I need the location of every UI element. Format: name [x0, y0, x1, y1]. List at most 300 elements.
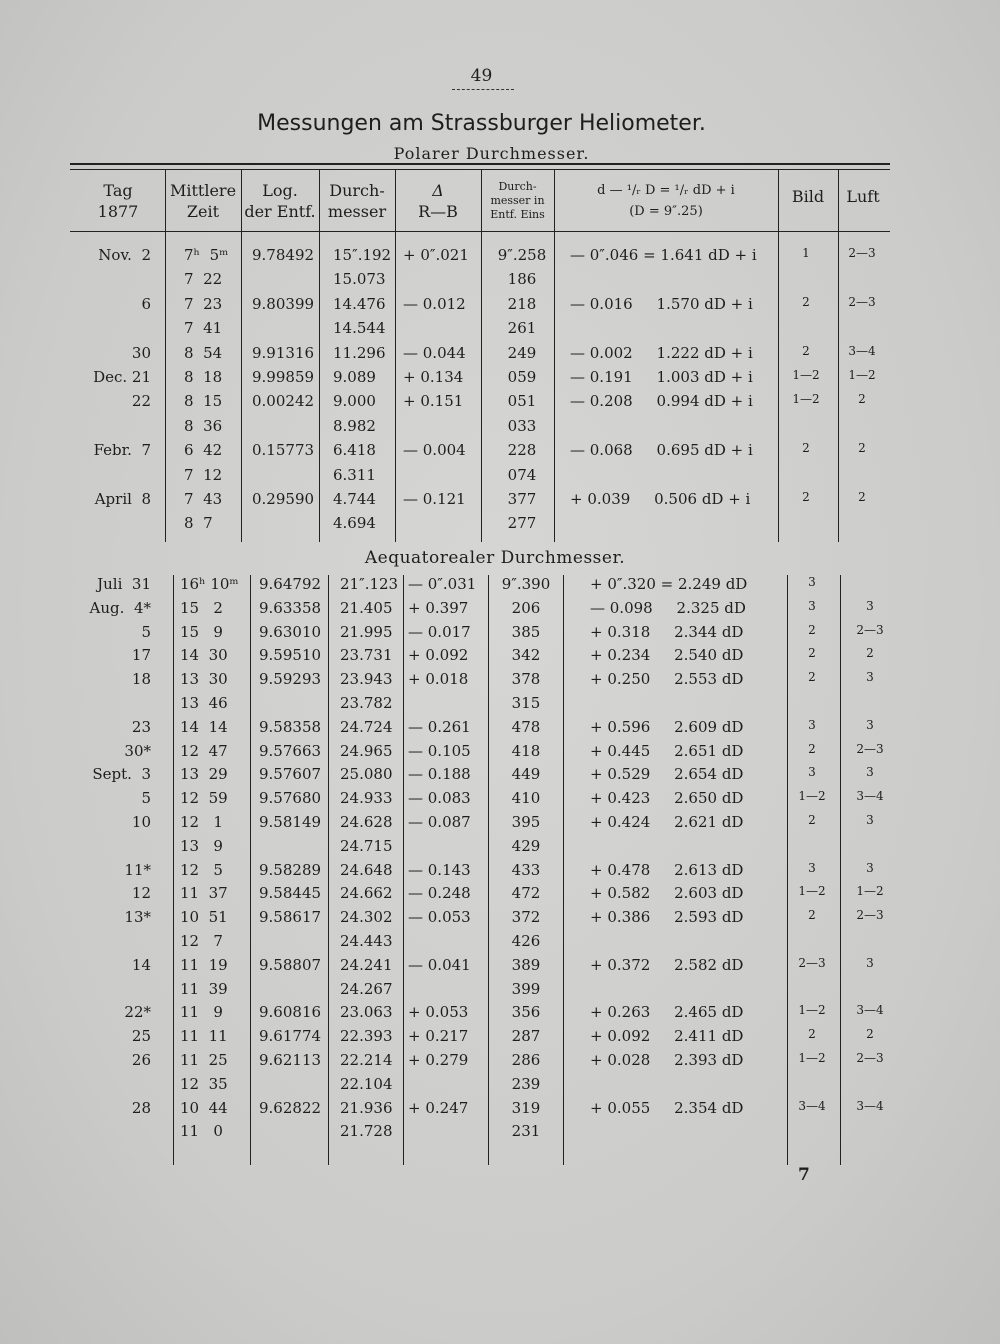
table-row	[0, 789, 1000, 813]
cell-luft: 2	[858, 490, 866, 504]
cell-durch: 24.965	[340, 741, 393, 760]
cell-formula: — 0.208 0.994 dD + i	[570, 392, 753, 411]
cell-durch: 4.694	[333, 514, 376, 533]
cell-formula: — 0.098 2.325 dD	[590, 598, 746, 617]
cell-durch: 21.936	[340, 1098, 393, 1117]
table-row	[0, 1122, 1000, 1146]
cell-entf: 429	[511, 836, 541, 855]
cell-tag: 22	[131, 392, 151, 411]
header-r-minus-b: Δ R—B	[418, 181, 458, 221]
header-tag: Tag 1877	[97, 181, 139, 221]
cell-tag: 30*	[124, 741, 151, 760]
cell-zeit: 13 9	[180, 836, 223, 855]
cell-luft: 1—2	[856, 884, 884, 899]
cell-durch: 22.393	[340, 1027, 393, 1046]
cell-luft: 2—3	[856, 908, 884, 923]
cell-zeit: 12 1	[180, 813, 223, 831]
cell-rb: — 0.012	[403, 294, 466, 313]
header-log: Log. der Entf.	[244, 181, 316, 221]
cell-bild: 3	[808, 575, 816, 589]
table-row	[0, 1027, 1000, 1051]
cell-zeit: 7 22	[184, 270, 223, 289]
cell-entf: 218	[507, 294, 537, 313]
cell-zeit: 12 7	[180, 932, 223, 950]
cell-formula: + 0.582 2.603 dD	[590, 884, 744, 903]
cell-zeit: 14 14	[180, 717, 228, 736]
cell-zeit: 8 18	[184, 368, 223, 386]
table-row	[0, 765, 1000, 789]
cell-luft: 3—4	[856, 789, 884, 804]
table-row	[0, 623, 1000, 647]
cell-zeit: 8 36	[184, 416, 223, 435]
cell-tag: Dec. 21	[93, 368, 151, 386]
cell-entf: 399	[511, 979, 541, 998]
cell-rb: — 0.143	[408, 860, 471, 879]
cell-rb: — 0.261	[408, 717, 471, 736]
cell-formula: + 0.423 2.650 dD	[590, 789, 744, 808]
cell-zeit: 15 2	[180, 598, 223, 617]
cell-tag: 28	[131, 1098, 151, 1117]
cell-bild: 2	[808, 1027, 816, 1042]
cell-log: 9.63358	[259, 598, 322, 617]
cell-rb: — 0.017	[408, 622, 471, 641]
cell-entf: 033	[507, 416, 537, 435]
cell-bild: 2	[808, 741, 816, 756]
cell-luft: 2	[858, 441, 866, 456]
table-row	[0, 344, 1000, 368]
cell-bild: 2	[808, 622, 816, 637]
cell-entf: 249	[507, 343, 537, 362]
cell-formula: + 0.092 2.411 dD	[590, 1027, 744, 1046]
cell-log: 9.58149	[259, 813, 322, 831]
cell-luft: 3—4	[856, 1003, 884, 1018]
signature-mark: 7	[798, 1165, 810, 1185]
cell-durch: 24.933	[340, 789, 393, 808]
cell-durch: 21″.123	[340, 575, 399, 593]
table-row	[0, 295, 1000, 319]
cell-log: 9.58445	[259, 884, 322, 903]
cell-rb: — 0.083	[408, 789, 471, 808]
page-number-underline	[452, 89, 514, 90]
cell-entf: 286	[511, 1051, 541, 1069]
cell-durch: 23.731	[340, 646, 393, 665]
cell-entf: 261	[507, 319, 537, 338]
cell-entf: 277	[507, 514, 537, 533]
cell-log: 9.58289	[259, 860, 322, 879]
cell-bild: 1—2	[798, 1003, 826, 1018]
cell-tag: 14	[131, 955, 151, 974]
cell-rb: + 0.247	[408, 1098, 469, 1117]
table-row	[0, 319, 1000, 343]
cell-tag: 30	[131, 343, 151, 362]
cell-log: 9.59510	[259, 646, 322, 665]
cell-durch: 4.744	[333, 490, 376, 508]
cell-bild: 3	[808, 598, 816, 613]
cell-luft: 2—3	[856, 741, 884, 756]
cell-entf: 377	[507, 490, 537, 508]
cell-durch: 9.000	[333, 392, 376, 411]
cell-durch: 21.405	[340, 598, 393, 617]
cell-entf: 239	[511, 1074, 541, 1093]
table-header-rule	[70, 231, 890, 232]
cell-luft: 2—3	[848, 246, 876, 260]
cell-luft: 2—3	[856, 1051, 884, 1065]
cell-entf: 228	[507, 441, 537, 460]
cell-durch: 24.302	[340, 908, 393, 927]
cell-luft: 3	[866, 598, 874, 613]
table-row	[0, 441, 1000, 465]
cell-entf: 287	[511, 1027, 541, 1046]
cell-rb: + 0″.021	[403, 246, 469, 264]
cell-entf: 378	[511, 670, 541, 689]
table-row	[0, 861, 1000, 885]
cell-log: 9.59293	[259, 670, 322, 689]
cell-durch: 25.080	[340, 765, 393, 784]
cell-formula: + 0.234 2.540 dD	[590, 646, 744, 665]
cell-bild: 3—4	[798, 1098, 826, 1113]
cell-durch: 8.982	[333, 416, 376, 435]
cell-bild: 2	[808, 813, 816, 827]
cell-entf: 385	[511, 622, 541, 641]
table-row	[0, 718, 1000, 742]
cell-log: 9.58807	[259, 955, 322, 974]
cell-bild: 3	[808, 717, 816, 732]
cell-zeit: 13 46	[180, 694, 228, 712]
cell-durch: 23.782	[340, 694, 393, 712]
cell-durch: 24.724	[340, 717, 393, 736]
cell-tag: Sept. 3	[92, 765, 151, 784]
cell-luft: 2	[866, 646, 874, 661]
cell-rb: + 0.134	[403, 368, 464, 386]
cell-durch: 14.476	[333, 294, 386, 313]
cell-entf: 426	[511, 932, 541, 950]
table-row	[0, 417, 1000, 441]
cell-tag: 22*	[124, 1003, 151, 1022]
cell-formula: + 0.424 2.621 dD	[590, 813, 744, 831]
cell-log: 9.78492	[252, 246, 315, 264]
cell-rb: — 0.041	[408, 955, 471, 974]
table-row	[0, 908, 1000, 932]
cell-durch: 9.089	[333, 368, 376, 386]
cell-formula: + 0.372 2.582 dD	[590, 955, 744, 974]
cell-tag: 12	[131, 884, 151, 903]
cell-luft: 3	[866, 860, 874, 875]
cell-zeit: 10 51	[180, 908, 228, 927]
cell-durch: 24.662	[340, 884, 393, 903]
cell-formula: + 0.529 2.654 dD	[590, 765, 744, 784]
cell-zeit: 15 9	[180, 622, 223, 641]
cell-zeit: 11 9	[180, 1003, 223, 1022]
cell-tag: 11*	[124, 860, 151, 879]
cell-durch: 24.443	[340, 932, 393, 950]
cell-rb: + 0.217	[408, 1027, 469, 1046]
cell-log: 9.58358	[259, 717, 322, 736]
cell-rb: + 0.018	[408, 670, 469, 689]
cell-durch: 15″.192	[333, 246, 392, 264]
cell-rb: — 0.248	[408, 884, 471, 903]
table-row	[0, 813, 1000, 837]
cell-zeit: 10 44	[180, 1098, 228, 1117]
cell-bild: 2—3	[798, 955, 826, 970]
cell-durch: 24.648	[340, 860, 393, 879]
cell-zeit: 12 35	[180, 1074, 228, 1093]
cell-bild: 2	[808, 908, 816, 923]
table-row	[0, 466, 1000, 490]
cell-bild: 1—2	[798, 789, 826, 804]
cell-formula: + 0.478 2.613 dD	[590, 860, 744, 879]
cell-log: 9.80399	[252, 294, 315, 313]
cell-zeit: 12 59	[180, 789, 228, 808]
cell-bild: 1	[802, 246, 810, 260]
cell-luft: 3	[866, 955, 874, 970]
cell-zeit: 11 39	[180, 979, 228, 998]
cell-formula: — 0.002 1.222 dD + i	[570, 343, 753, 362]
cell-log: 0.29590	[252, 490, 315, 508]
page-title: Messungen am Strassburger Heliometer.	[257, 111, 706, 136]
cell-log: 9.57680	[259, 789, 322, 808]
cell-zeit: 8 54	[184, 343, 223, 362]
cell-rb: — 0.087	[408, 813, 471, 831]
cell-tag: Aug. 4*	[89, 598, 151, 617]
cell-tag: 5	[141, 789, 151, 808]
cell-log: 9.61774	[259, 1027, 322, 1046]
cell-zeit: 13 29	[180, 765, 228, 784]
cell-luft: 3—4	[848, 343, 876, 358]
cell-zeit: 13 30	[180, 670, 228, 689]
cell-bild: 2	[802, 294, 810, 309]
cell-durch: 24.267	[340, 979, 393, 998]
cell-formula: + 0.039 0.506 dD + i	[570, 490, 751, 508]
cell-zeit: 8 7	[184, 514, 213, 533]
cell-rb: + 0.092	[408, 646, 469, 665]
cell-zeit: 11 0	[180, 1122, 223, 1141]
cell-durch: 22.214	[340, 1051, 393, 1069]
cell-luft: 2—3	[848, 294, 876, 309]
cell-bild: 3	[808, 765, 816, 780]
table-row	[0, 1003, 1000, 1027]
table-top-rule-thin	[70, 169, 890, 170]
cell-zeit: 16ʰ 10ᵐ	[180, 575, 239, 593]
cell-entf: 472	[511, 884, 541, 903]
cell-formula: + 0.596 2.609 dD	[590, 717, 744, 736]
cell-log: 0.15773	[252, 441, 315, 460]
table-row	[0, 932, 1000, 956]
cell-rb: — 0.121	[403, 490, 466, 508]
cell-tag: 6	[141, 294, 151, 313]
cell-luft: 3	[866, 813, 874, 827]
cell-zeit: 6 42	[184, 441, 223, 460]
table-row	[0, 694, 1000, 718]
cell-zeit: 11 37	[180, 884, 228, 903]
cell-entf: 231	[511, 1122, 541, 1141]
cell-formula: + 0.028 2.393 dD	[590, 1051, 744, 1069]
cell-entf: 395	[511, 813, 541, 831]
cell-rb: + 0.279	[408, 1051, 469, 1069]
cell-durch: 15.073	[333, 270, 386, 289]
cell-tag: Nov. 2	[98, 246, 151, 264]
header-formula: d — ¹/ᵣ D = ¹/ᵣ dD + i (D = 9″.25)	[597, 183, 735, 219]
table-row	[0, 1099, 1000, 1123]
cell-luft: 2	[866, 1027, 874, 1042]
cell-formula: — 0.068 0.695 dD + i	[570, 441, 753, 460]
cell-durch: 23.943	[340, 670, 393, 689]
cell-entf: 315	[511, 694, 541, 712]
cell-tag: 5	[141, 622, 151, 641]
cell-durch: 21.995	[340, 622, 393, 641]
cell-formula: + 0.445 2.651 dD	[590, 741, 744, 760]
table-row	[0, 514, 1000, 538]
table-row	[0, 368, 1000, 392]
section-title-aequatoreal: Aequatorealer Durchmesser.	[364, 548, 626, 568]
cell-durch: 22.104	[340, 1074, 393, 1093]
cell-entf: 051	[507, 392, 537, 411]
cell-entf: 389	[511, 955, 541, 974]
table-row	[0, 980, 1000, 1004]
cell-bild: 2	[802, 441, 810, 456]
cell-entf: 9″.390	[501, 575, 551, 593]
cell-formula: + 0.250 2.553 dD	[590, 670, 744, 689]
cell-log: 9.57607	[259, 765, 322, 784]
cell-entf: 319	[511, 1098, 541, 1117]
cell-tag: April 8	[94, 490, 151, 508]
cell-tag: 25	[131, 1027, 151, 1046]
cell-luft: 3	[866, 717, 874, 732]
cell-zeit: 12 47	[180, 741, 228, 760]
cell-log: 9.63010	[259, 622, 322, 641]
cell-bild: 3	[808, 860, 816, 875]
cell-formula: + 0″.320 = 2.249 dD	[590, 575, 748, 593]
table-row	[0, 270, 1000, 294]
cell-bild: 2	[808, 646, 816, 661]
cell-tag: 10	[131, 813, 151, 831]
table-row	[0, 670, 1000, 694]
cell-rb: + 0.397	[408, 598, 469, 617]
cell-luft: 1—2	[848, 368, 876, 382]
cell-entf: 433	[511, 860, 541, 879]
cell-rb: + 0.053	[408, 1003, 469, 1022]
cell-tag: 13*	[124, 908, 151, 927]
table-row	[0, 837, 1000, 861]
cell-entf: 418	[511, 741, 541, 760]
cell-zeit: 12 5	[180, 860, 223, 879]
cell-durch: 11.296	[333, 343, 386, 362]
page-number: 49	[470, 66, 493, 86]
cell-durch: 24.241	[340, 955, 393, 974]
cell-durch: 6.311	[333, 465, 376, 484]
cell-luft: 3	[866, 765, 874, 780]
header-bild: Bild	[791, 187, 825, 206]
cell-entf: 372	[511, 908, 541, 927]
cell-tag: 18	[131, 670, 151, 689]
cell-zeit: 14 30	[180, 646, 228, 665]
cell-formula: + 0.318 2.344 dD	[590, 622, 744, 641]
cell-zeit: 11 19	[180, 955, 228, 974]
cell-entf: 356	[511, 1003, 541, 1022]
cell-log: 9.62113	[259, 1051, 322, 1069]
cell-log: 9.64792	[259, 575, 322, 593]
cell-zeit: 11 25	[180, 1051, 228, 1069]
cell-rb: — 0.053	[408, 908, 471, 927]
table-row	[0, 490, 1000, 514]
table-row	[0, 575, 1000, 599]
cell-entf: 9″.258	[497, 246, 547, 264]
cell-rb: — 0.105	[408, 741, 471, 760]
cell-tag: Febr. 7	[93, 441, 151, 460]
cell-formula: — 0″.046 = 1.641 dD + i	[570, 246, 757, 264]
cell-rb: + 0.151	[403, 392, 464, 411]
cell-luft: 2	[858, 392, 866, 407]
cell-entf: 478	[511, 717, 541, 736]
table-row	[0, 1051, 1000, 1075]
cell-formula: — 0.191 1.003 dD + i	[570, 368, 753, 386]
cell-entf: 074	[507, 465, 537, 484]
table-row	[0, 884, 1000, 908]
header-luft: Luft	[846, 187, 880, 206]
cell-bild: 1—2	[798, 1051, 826, 1065]
cell-bild: 2	[808, 670, 816, 685]
table-row	[0, 1075, 1000, 1099]
cell-formula: + 0.055 2.354 dD	[590, 1098, 744, 1117]
cell-durch: 14.544	[333, 319, 386, 338]
cell-bild: 1—2	[792, 392, 820, 407]
cell-entf: 342	[511, 646, 541, 665]
cell-zeit: 7 23	[184, 294, 223, 313]
cell-entf: 059	[507, 368, 537, 386]
cell-bild: 1—2	[798, 884, 826, 899]
cell-zeit: 7 43	[184, 490, 223, 508]
cell-tag: 17	[131, 646, 151, 665]
table-top-rule	[70, 163, 890, 165]
table-row	[0, 246, 1000, 270]
cell-entf: 449	[511, 765, 541, 784]
cell-zeit: 7 12	[184, 465, 223, 484]
cell-tag: 23	[131, 717, 151, 736]
cell-rb: — 0″.031	[408, 575, 477, 593]
table-row	[0, 956, 1000, 980]
cell-tag: 26	[131, 1051, 151, 1069]
table-row	[0, 742, 1000, 766]
cell-zeit: 7ʰ 5ᵐ	[184, 246, 229, 264]
cell-log: 9.91316	[252, 343, 315, 362]
cell-log: 9.57663	[259, 741, 322, 760]
cell-tag: Juli 31	[97, 575, 151, 593]
cell-bild: 2	[802, 490, 810, 504]
cell-formula: + 0.386 2.593 dD	[590, 908, 744, 927]
header-entf-eins: Durch- messer in Entf. Eins	[490, 180, 545, 221]
cell-bild: 1—2	[792, 368, 820, 382]
cell-rb: — 0.188	[408, 765, 471, 784]
table-row	[0, 599, 1000, 623]
cell-entf: 186	[507, 270, 537, 289]
cell-durch: 24.628	[340, 813, 393, 831]
cell-durch: 24.715	[340, 836, 393, 855]
cell-zeit: 8 15	[184, 392, 223, 411]
cell-luft: 3	[866, 670, 874, 685]
cell-durch: 6.418	[333, 441, 376, 460]
cell-entf: 410	[511, 789, 541, 808]
cell-luft: 3—4	[856, 1098, 884, 1113]
cell-log: 9.62822	[259, 1098, 322, 1117]
cell-zeit: 7 41	[184, 319, 223, 338]
cell-luft: 2—3	[856, 622, 884, 637]
cell-durch: 23.063	[340, 1003, 393, 1022]
cell-zeit: 11 11	[180, 1027, 228, 1046]
cell-rb: — 0.044	[403, 343, 466, 362]
cell-bild: 2	[802, 343, 810, 358]
cell-log: 9.58617	[259, 908, 322, 927]
cell-formula: — 0.016 1.570 dD + i	[570, 294, 753, 313]
cell-log: 0.00242	[252, 392, 315, 411]
